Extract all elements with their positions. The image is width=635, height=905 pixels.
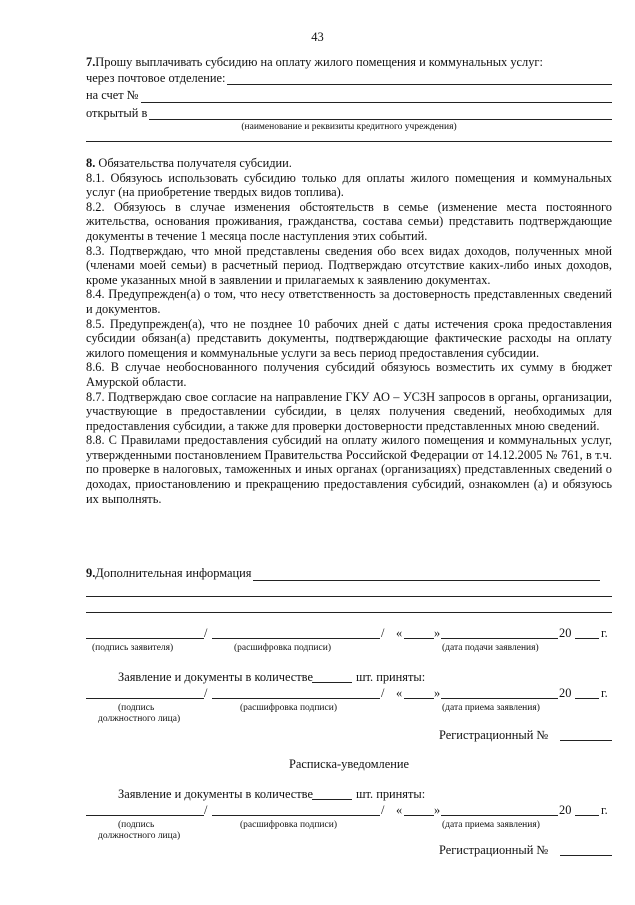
additional-info-line-2[interactable] xyxy=(86,584,612,597)
receipt-day-field[interactable] xyxy=(404,815,434,816)
acceptance-text-before: Заявление и документы в количестве xyxy=(118,670,313,684)
bank-details-line[interactable] xyxy=(86,133,612,142)
applicant-signature-block xyxy=(86,626,612,660)
bank-caption: (наименование и реквизиты кредитного учреждения) xyxy=(241,122,457,133)
receipt-official-signature-caption: (подпись xyxy=(118,820,155,830)
receipt-official-name-decode-field[interactable] xyxy=(212,815,380,816)
receipt-month-field[interactable] xyxy=(441,815,558,816)
obligation-8-5: 8.5. Предупрежден(а), что не позднее 10 рабочих дней с даты истечения срока предоставления субсидии обязан(а) представить документы, подтверждающие фактические расходы на оплату жилого помещения и коммунальные услуги за весь период предоставления субсидии. xyxy=(86,316,612,360)
year-prefix: 20 xyxy=(559,626,572,640)
acceptance-quote-open: « xyxy=(396,686,403,700)
section-7-heading xyxy=(86,55,612,70)
receipt-quote-close: » xyxy=(434,803,441,817)
page-number: 43 xyxy=(311,30,324,44)
receipt-acceptance-block xyxy=(86,787,612,887)
acceptance-year-field[interactable] xyxy=(575,698,599,699)
applicant-signature-caption: (подпись заявителя) xyxy=(92,643,174,653)
acceptance-year-prefix: 20 xyxy=(559,686,572,700)
date-quote-open: « xyxy=(396,626,403,640)
receipt-year-field[interactable] xyxy=(575,815,599,816)
opened-in-row xyxy=(86,106,612,121)
section-8-obligations xyxy=(86,156,612,506)
additional-info-line-3[interactable] xyxy=(86,600,612,613)
receipt-quote-open: « xyxy=(396,803,403,817)
section-9-heading-row xyxy=(86,566,612,581)
receipt-official-caption: должностного лица) xyxy=(98,831,181,841)
bank-field[interactable] xyxy=(149,108,612,120)
applicant-signature-field[interactable] xyxy=(86,638,204,639)
receipt-text-before: Заявление и документы в количестве xyxy=(118,787,313,801)
account-row xyxy=(86,88,612,103)
receipt-title: Расписка-уведомление xyxy=(289,757,409,771)
year-suffix: г. xyxy=(601,626,608,640)
obligation-8-1: 8.1. Обязуюсь использовать субсидию только для оплаты жилого помещения и коммунальных услуг (на приобретение твердых видов топлива). xyxy=(86,170,612,200)
official-signature-caption: (подпись xyxy=(118,703,155,713)
acceptance-slash: / xyxy=(204,686,208,700)
acceptance-slash-2: / xyxy=(381,686,385,700)
account-label: на счет № xyxy=(86,88,139,103)
section-7-heading-text: Прошу выплачивать субсидию на оплату жилого помещения и коммунальных услуг: xyxy=(95,55,543,69)
section-7-payment-method xyxy=(86,55,612,142)
signature-slash-2: / xyxy=(381,626,385,640)
receipt-official-signature-field[interactable] xyxy=(86,815,204,816)
acceptance-month-field[interactable] xyxy=(441,698,558,699)
registration-label: Регистрационный № xyxy=(439,728,549,742)
signature-slash: / xyxy=(204,626,208,640)
applicant-name-decode-field[interactable] xyxy=(212,638,380,639)
documents-count-field[interactable] xyxy=(312,682,352,683)
section-9-additional-info xyxy=(86,566,612,613)
acceptance-text-after: шт. приняты: xyxy=(356,670,426,684)
opened-in-label: открытый в xyxy=(86,105,148,120)
section-9-number: 9. xyxy=(86,566,96,580)
application-day-field[interactable] xyxy=(404,638,434,639)
acceptance-year-suffix: г. xyxy=(601,686,608,700)
receipt-date-caption: (дата приема заявления) xyxy=(442,820,540,830)
receipt-documents-count-field[interactable] xyxy=(312,799,352,800)
official-signature-field[interactable] xyxy=(86,698,204,699)
decode-caption: (расшифровка подписи) xyxy=(234,643,331,653)
acceptance-block xyxy=(86,670,612,760)
additional-info-field[interactable] xyxy=(253,569,600,581)
receipt-year-prefix: 20 xyxy=(559,803,572,817)
post-office-row xyxy=(86,71,612,86)
account-number-field[interactable] xyxy=(141,91,612,103)
section-8-heading-text: Обязательства получателя субсидии. xyxy=(95,156,292,170)
official-name-decode-field[interactable] xyxy=(212,698,380,699)
receipt-slash: / xyxy=(204,803,208,817)
section-7-number: 7. xyxy=(86,55,96,69)
obligation-8-3: 8.3. Подтверждаю, что мной представлены сведения обо всех видах доходов, полученных мной (членами моей семьи) в расчетный период. Подтверждаю отсутствие каких-либо иных доходов, кроме указанных мной в заявлении и прилагаемых к заявлению документах. xyxy=(86,243,612,287)
obligation-8-4: 8.4. Предупрежден(а) о том, что несу ответственность за достоверность представленных сведений и документов. xyxy=(86,287,612,316)
registration-number-field[interactable] xyxy=(560,740,612,741)
section-9-heading-text: Дополнительная информация xyxy=(95,566,252,580)
official-caption: должностного лица) xyxy=(98,714,181,724)
obligation-8-7: 8.7. Подтверждаю свое согласие на направление ГКУ АО – УСЗН запросов в органы, организации, участвующие в предоставлении субсидии, в целях получения сведений, необходимых для предоставления субсидии, а также для проверки достоверности представленных мною сведений. xyxy=(86,389,612,433)
section-8-number: 8. xyxy=(86,156,96,170)
obligation-8-2: 8.2. Обязуюсь в случае изменения обстоятельств в семье (изменение места постоянного жительства, основания проживания, гражданства, состава семьи) представить подтверждающие документы в течение 1 месяца после наступления этих событий. xyxy=(86,199,612,243)
receipt-decode-caption: (расшифровка подписи) xyxy=(240,820,337,830)
obligation-8-6: 8.6. В случае необоснованного получения субсидий обязуюсь возместить их сумму в бюджет Амурской области. xyxy=(86,360,612,389)
acceptance-quote-close: » xyxy=(434,686,441,700)
application-month-field[interactable] xyxy=(441,638,558,639)
acceptance-date-caption: (дата приема заявления) xyxy=(442,703,540,713)
obligation-8-8: 8.8. С Правилами предоставления субсидий на оплату жилого помещения и коммунальных услуг, утвержденными постановлением Правительства Российской Федерации от 14.12.2005 № 761, в т.ч. по проверке в налоговых, таможенных и иных органах (организациях) представленных сведений о доходах, приостановлению и прекращению предоставления субсидий, ознакомлен (а) и обязуюсь их выполнять. xyxy=(86,433,612,506)
post-office-field[interactable] xyxy=(227,73,612,85)
application-date-caption: (дата подачи заявления) xyxy=(442,643,539,653)
section-8-heading xyxy=(86,156,612,171)
acceptance-day-field[interactable] xyxy=(404,698,434,699)
receipt-registration-number-field[interactable] xyxy=(560,855,612,856)
application-year-field[interactable] xyxy=(575,638,599,639)
post-office-label: через почтовое отделение: xyxy=(86,70,226,85)
acceptance-decode-caption: (расшифровка подписи) xyxy=(240,703,337,713)
receipt-slash-2: / xyxy=(381,803,385,817)
receipt-year-suffix: г. xyxy=(601,803,608,817)
receipt-registration-label: Регистрационный № xyxy=(439,843,549,857)
receipt-text-after: шт. приняты: xyxy=(356,787,426,801)
date-quote-close: » xyxy=(434,626,441,640)
